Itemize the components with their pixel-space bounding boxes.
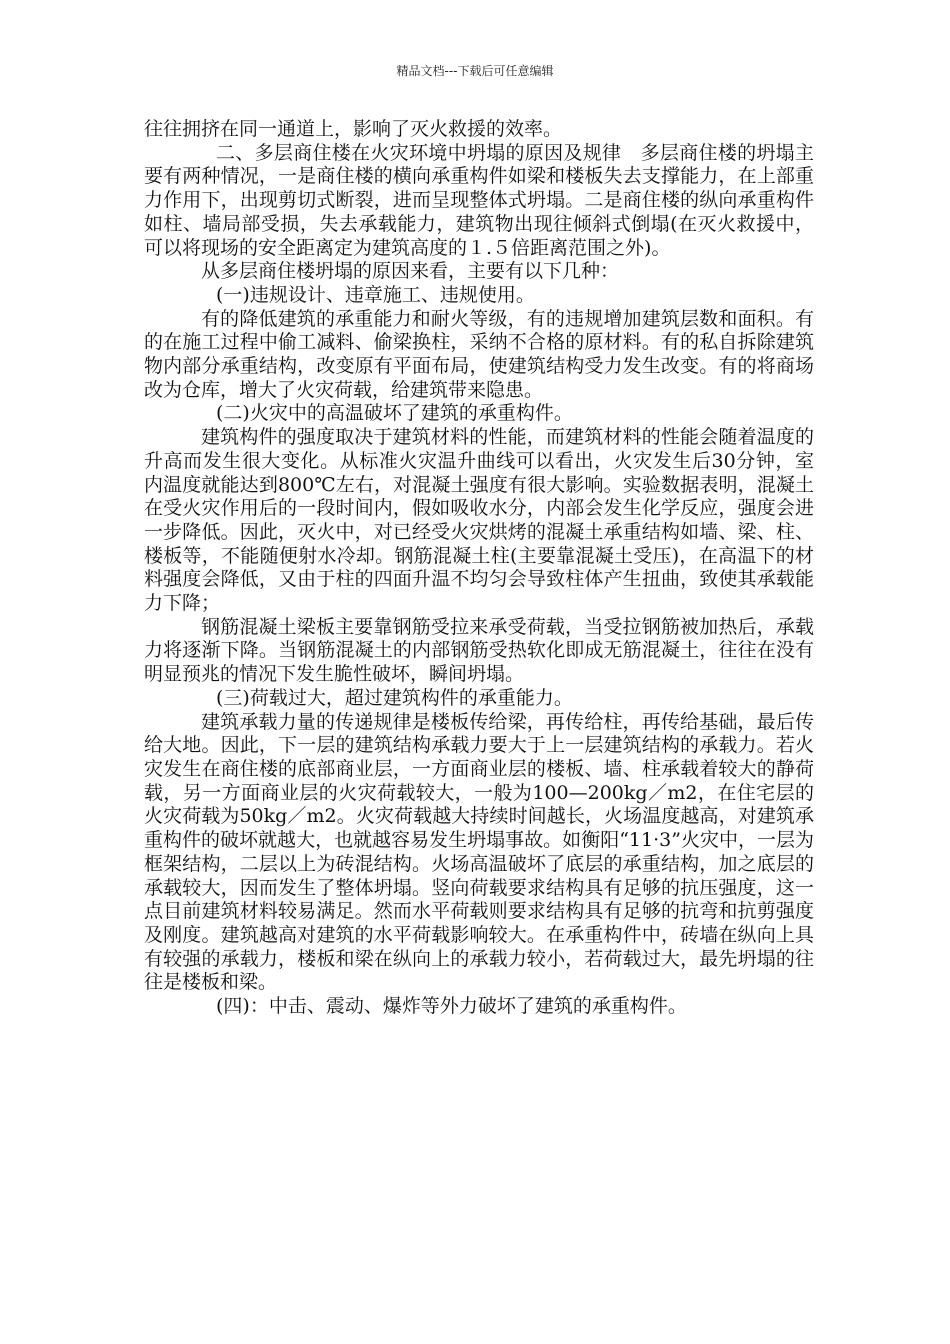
subheading: (三)荷载过大，超过建筑构件的承重能力。 <box>216 686 573 709</box>
subheading: (一)违规设计、违章施工、违规使用。 <box>216 283 535 306</box>
subheading: (四)：中击、震动、爆炸等外力破坏了建筑的承重构件。 <box>216 995 687 1018</box>
paragraph: 建筑构件的强度取决于建筑材料的性能，而建筑材料的性能会随着温度的升高而发生很大变化。从标准火灾温升曲线可以看出，火灾发生后30分钟，室内温度就能达到800℃左右，对混凝土强度有很大影响。实验数据表明，混凝土在受火灾作用后的一段时间内，假如吸收水分，内部会发生化学反应，强度会进一步降低。因此，灭火中，对已经受火灾烘烤的混凝土承重结构如墙、梁、柱、楼板等，不能随便射水冷却。钢筋混凝土柱(主要靠混凝土受压)，在高温下的材料强度会降低，又由于柱的四面升温不均匀会导致柱体产生扭曲，致使其承载能力下降； <box>144 426 814 615</box>
paragraph: 有的降低建筑的承重能力和耐火等级，有的违规增加建筑层数和面积。有的在施工过程中偷工减料、偷梁换柱，采纳不合格的原材料。有的私自拆除建筑物内部分承重结构，改变原有平面布局，使建筑结构受力发生改变。有的将商场改为仓库，增大了火灾荷载，给建筑带来隐患。 <box>144 307 814 401</box>
document-body <box>144 118 814 1019</box>
subheading: (二)火灾中的高温破坏了建筑的承重构件。 <box>216 402 573 425</box>
paragraph: 建筑承载力量的传递规律是楼板传给梁，再传给柱，再传给基础，最后传给大地。因此，下一层的建筑结构承载力要大于上一层建筑结构的承载力。若火灾发生在商住楼的底部商业层，一方面商业层的楼板、墙、柱承载着较大的静荷载，另一方面商业层的火灾荷载较大，一般为100—200kg／m2，在住宅层的火灾荷载为50kg／m2。火灾荷载越大持续时间越长，火场温度越高，对建筑承重构件的破坏就越大，也就越容易发生坍塌事故。如衡阳“11·3”火灾中，一层为框架结构，二层以上为砖混结构。火场高温破坏了底层的承重结构，加之底层的承载较大，因而发生了整体坍塌。竖向荷载要求结构具有足够的抗压强度，这一点目前建筑材料较易满足。然而水平荷载则要求结构具有足够的抗弯和抗剪强度及刚度。建筑越高对建筑的水平荷载影响较大。在承重构件中，砖墙在纵向上具有较强的承载力，楼板和梁在纵向上的承载力较小，若荷载过大，最先坍塌的往往是楼板和梁。 <box>144 710 814 994</box>
paragraph: 往往拥挤在同一通道上，影响了灭火救援的效率。 <box>144 118 563 140</box>
page-header: 精品文档---下载后可任意编辑 <box>396 64 554 78</box>
section-heading-paragraph: 二、多层商住楼在火灾环境中坍塌的原因及规律 多层商住楼的坍塌主要有两种情况，一是商住楼的横向承重构件如梁和楼板失去支撑能力，在上部重力作用下，出现剪切式断裂，进而呈现整体式坍塌。二是商住楼的纵向承重构件如柱、墙局部受损，失去承载能力，建筑物出现往倾斜式倒塌(在灭火救援中，可以将现场的安全距离定为建筑高度的１.５倍距离范围之外)。 <box>144 141 814 259</box>
paragraph: 钢筋混凝土梁板主要靠钢筋受拉来承受荷载，当受拉钢筋被加热后，承载力将逐渐下降。当钢筋混凝土的内部钢筋受热软化即成无筋混凝土，往往在没有明显预兆的情况下发生脆性破坏，瞬间坍塌。 <box>144 615 814 686</box>
paragraph: 从多层商住楼坍塌的原因来看，主要有以下几种： <box>201 260 620 283</box>
